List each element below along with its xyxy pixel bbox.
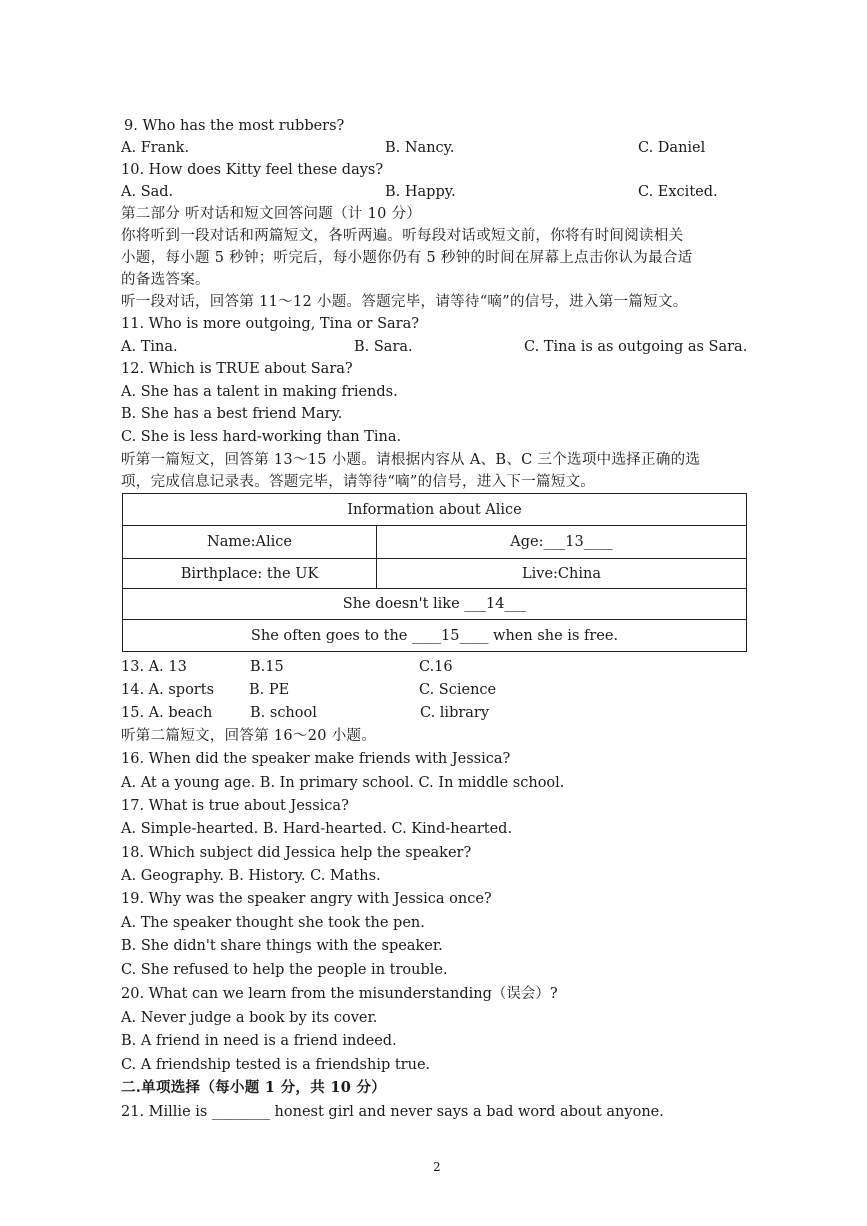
q17-options: A. Simple-hearted. B. Hard-hearted. C. Kind-hearted. bbox=[121, 821, 513, 837]
q19-option-b: B. She didn't share things with the speaker. bbox=[121, 938, 443, 954]
q9-option-b: B. Nancy. bbox=[385, 140, 455, 156]
info-live-cell: Live:China bbox=[377, 559, 747, 589]
q20-option-c: C. A friendship tested is a friendship true. bbox=[121, 1057, 431, 1073]
info-often-cell: She often goes to the ____15____ when she is free. bbox=[123, 620, 747, 652]
question-18: 18. Which subject did Jessica help the speaker? bbox=[121, 845, 472, 861]
passage2-instruction: 听第二篇短文，回答第 16～20 小题。 bbox=[121, 728, 377, 744]
q14-option-b: B. PE bbox=[249, 682, 290, 698]
question-12: 12. Which is TRUE about Sara? bbox=[121, 361, 353, 377]
passage1-instruction-line1: 听第一篇短文，回答第 13～15 小题。请根据内容从 A、B、C 三个选项中选择正确的选 bbox=[121, 452, 701, 468]
q9-option-a: A. Frank. bbox=[121, 140, 190, 156]
q18-options: A. Geography. B. History. C. Maths. bbox=[121, 868, 381, 884]
q13-option-a: 13. A. 13 bbox=[121, 659, 187, 675]
question-9: 9. Who has the most rubbers? bbox=[124, 118, 345, 134]
q11-option-c: C. Tina is as outgoing as Sara. bbox=[524, 339, 748, 355]
q12-option-a: A. She has a talent in making friends. bbox=[121, 384, 398, 400]
part2-intro-line3: 的备选答案。 bbox=[121, 272, 210, 288]
q19-option-c: C. She refused to help the people in trouble. bbox=[121, 962, 448, 978]
q16-options: A. At a young age. B. In primary school. C. In middle school. bbox=[121, 775, 565, 791]
q12-option-b: B. She has a best friend Mary. bbox=[121, 406, 343, 422]
q10-option-a: A. Sad. bbox=[121, 184, 174, 200]
part2-intro-line1: 你将听到一段对话和两篇短文，各听两遍。听每段对话或短文前，你将有时间阅读相关 bbox=[121, 228, 684, 244]
q13-option-b: B.15 bbox=[250, 659, 284, 675]
info-name-cell: Name:Alice bbox=[123, 526, 377, 559]
part2-title: 第二部分 听对话和短文回答问题（计 10 分） bbox=[121, 206, 422, 222]
q13-option-c: C.16 bbox=[419, 659, 453, 675]
info-table-title: Information about Alice bbox=[123, 494, 747, 526]
question-11: 11. Who is more outgoing, Tina or Sara? bbox=[121, 316, 420, 332]
q15-option-b: B. school bbox=[250, 705, 317, 721]
q19-option-a: A. The speaker thought she took the pen. bbox=[121, 915, 425, 931]
q15-option-a: 15. A. beach bbox=[121, 705, 213, 721]
info-dislike-cell: She doesn't like ___14___ bbox=[123, 589, 747, 620]
dialog-instruction: 听一段对话，回答第 11～12 小题。答题完毕，请等待“嘀”的信号，进入第一篇短文。 bbox=[121, 294, 688, 310]
q11-option-b: B. Sara. bbox=[354, 339, 413, 355]
q11-option-a: A. Tina. bbox=[121, 339, 178, 355]
passage1-instruction-line2: 项，完成信息记录表。答题完毕，请等待“嘀”的信号，进入下一篇短文。 bbox=[121, 474, 596, 490]
q15-option-c: C. library bbox=[420, 705, 490, 721]
q20-option-a: A. Never judge a book by its cover. bbox=[121, 1010, 378, 1026]
info-age-cell: Age:___13____ bbox=[377, 526, 747, 559]
q20-option-b: B. A friend in need is a friend indeed. bbox=[121, 1033, 397, 1049]
q9-option-c: C. Daniel bbox=[638, 140, 706, 156]
q10-option-b: B. Happy. bbox=[385, 184, 456, 200]
page-number: 2 bbox=[433, 1160, 441, 1174]
info-table bbox=[122, 493, 747, 652]
question-10: 10. How does Kitty feel these days? bbox=[121, 162, 384, 178]
q12-option-c: C. She is less hard-working than Tina. bbox=[121, 429, 402, 445]
part2-intro-line2: 小题，每小题 5 秒钟；听完后，每小题你仍有 5 秒钟的时间在屏幕上点击你认为最合适 bbox=[121, 250, 693, 266]
section2-title: 二.单项选择（每小题 1 分，共 10 分） bbox=[121, 1079, 387, 1096]
q14-option-a: 14. A. sports bbox=[121, 682, 215, 698]
q10-option-c: C. Excited. bbox=[638, 184, 718, 200]
q14-option-c: C. Science bbox=[419, 682, 497, 698]
info-birthplace-cell: Birthplace: the UK bbox=[123, 559, 377, 589]
question-21: 21. Millie is ________ honest girl and never says a bad word about anyone. bbox=[121, 1104, 664, 1120]
question-17: 17. What is true about Jessica? bbox=[121, 798, 349, 814]
question-16: 16. When did the speaker make friends with Jessica? bbox=[121, 751, 511, 767]
question-20: 20. What can we learn from the misunderstanding（误会）? bbox=[121, 986, 558, 1002]
question-19: 19. Why was the speaker angry with Jessica once? bbox=[121, 891, 492, 907]
